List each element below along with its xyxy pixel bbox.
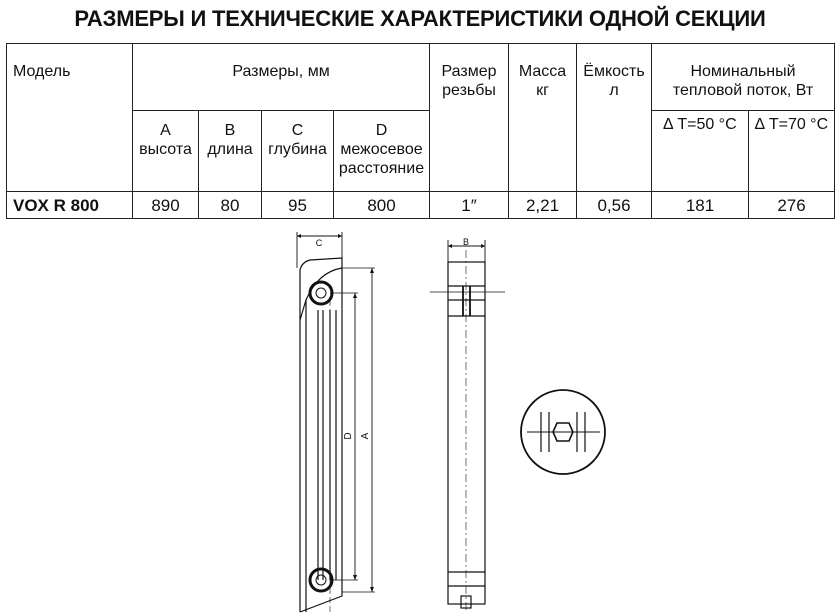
dt70-header: ∆ T=70 °C (749, 111, 835, 192)
dimension-d-header: D межосевое расстояние (334, 111, 430, 192)
capacity-header: Ёмкость л (577, 44, 652, 192)
cell-c: 95 (262, 192, 334, 219)
label-c: C (315, 238, 323, 248)
dimension-b-header: B длина (199, 111, 262, 192)
label-a: A (360, 432, 371, 440)
cell-flow50: 181 (652, 192, 749, 219)
page-title: РАЗМЕРЫ И ТЕХНИЧЕСКИЕ ХАРАКТЕРИСТИКИ ОДНОЙ СЕКЦИИ (74, 6, 766, 31)
dimensions-header: Размеры, мм (133, 44, 430, 111)
label-d: D (343, 432, 354, 440)
dimension-c-header: C глубина (262, 111, 334, 192)
side-view (297, 232, 375, 612)
thread-header: Размер резьбы (430, 44, 509, 192)
cell-thread: 1″ (430, 192, 509, 219)
heat-flow-header: Номинальный тепловой поток, Вт (652, 44, 835, 111)
cell-mass: 2,21 (509, 192, 577, 219)
cell-capacity: 0,56 (577, 192, 652, 219)
cell-d: 800 (334, 192, 430, 219)
model-header: Модель (7, 44, 133, 192)
cell-b: 80 (199, 192, 262, 219)
dimension-a-header: A высота (133, 111, 199, 192)
mass-header: Масса кг (509, 44, 577, 192)
cell-a: 890 (133, 192, 199, 219)
label-b: B (462, 237, 470, 247)
front-view (430, 240, 505, 612)
cell-model: VOX R 800 (7, 192, 133, 219)
dt50-header: ∆ T=50 °C (652, 111, 749, 192)
cell-flow70: 276 (749, 192, 835, 219)
cross-section-detail (521, 390, 605, 474)
